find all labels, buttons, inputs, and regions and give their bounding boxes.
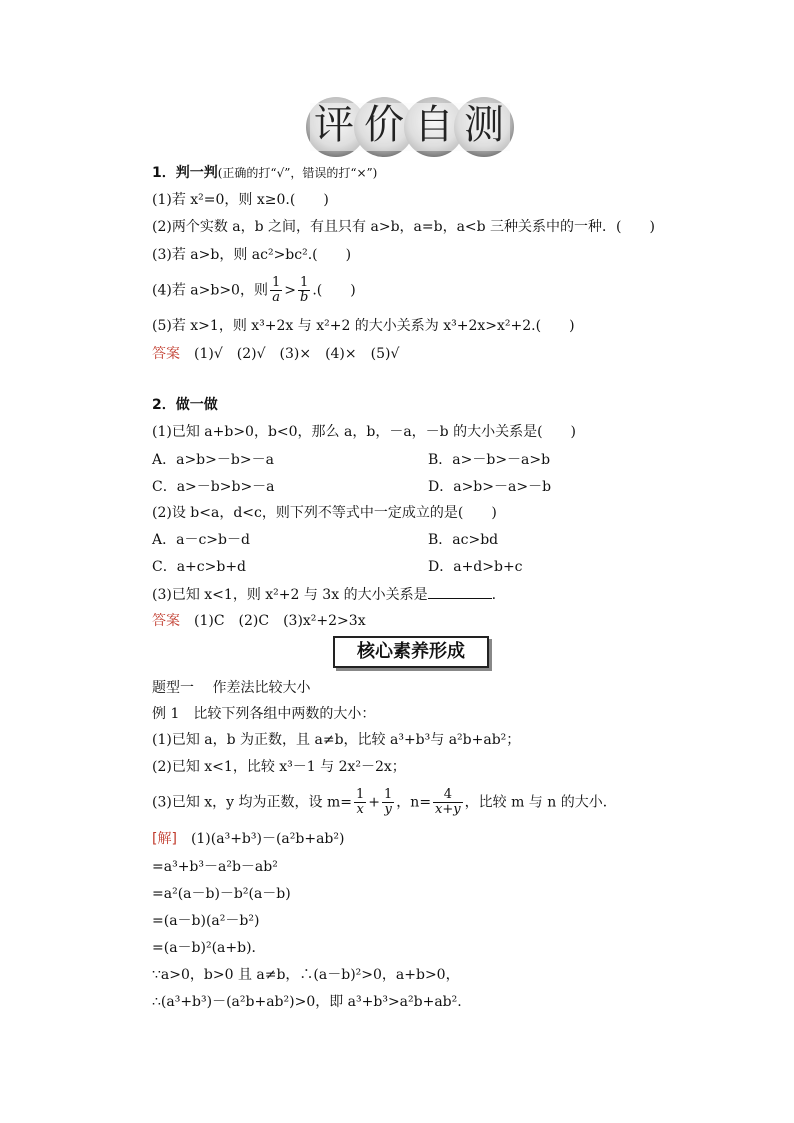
- p3-f2-num: 1: [384, 787, 393, 802]
- p3-f1-num: 1: [356, 787, 365, 802]
- banner-char-3: 自: [414, 102, 454, 148]
- s1-answer-text: (1)√ (2)√ (3)× (4)× (5)√: [194, 346, 400, 362]
- solution-line-4: =(a－b)(a²－b²): [152, 913, 260, 929]
- s2-q1-option-c: C．a>－b>b>－a: [152, 479, 275, 495]
- s1-answer: [152, 344, 399, 364]
- solution-step-1: (1)(a³+b³)－(a²b+ab²): [190, 831, 345, 847]
- s1-q4-frac1: [270, 276, 282, 305]
- p3-frac2: [382, 788, 394, 817]
- s1-title: [152, 163, 377, 183]
- solution-line-3: =a²(a－b)－b²(a－b): [152, 886, 291, 902]
- p3-post: ，比较 m 与 n 的大小．: [464, 794, 617, 811]
- banner-char-4: 测: [464, 102, 504, 148]
- p3-plus: +: [368, 794, 381, 811]
- s1-title-note: (正确的打“√”，错误的打“×”): [217, 166, 378, 180]
- s1-title-text: 1．判一判: [152, 165, 218, 181]
- p3-pre: (3)已知 x，y 均为正数，设 m=: [152, 794, 352, 811]
- s2-q3-post: .: [491, 587, 497, 603]
- s2-q2-option-c: C．a+c>b+d: [152, 559, 247, 575]
- solution-line-6: ∵a>0，b>0 且 a≠b，∴(a－b)²>0，a+b>0，: [152, 967, 460, 983]
- s1-q4-gt: >: [284, 282, 296, 299]
- s2-q1-option-a: A．a>b>－b>－a: [152, 452, 274, 468]
- solution-line-1: [152, 829, 344, 849]
- p3-f3-num: 4: [433, 788, 463, 803]
- s1-q2: (2)两个实数 a，b 之间，有且只有 a>b，a=b，a<b 三种关系中的一种．( ): [152, 219, 655, 235]
- example-part-2: (2)已知 x<1，比较 x³－1 与 2x²－2x；: [152, 759, 406, 775]
- s2-q1-option-d: D．a>b>－a>－b: [428, 479, 552, 495]
- s2-answer-label: 答案: [152, 613, 180, 629]
- s1-q4-num2: 1: [298, 276, 310, 291]
- s2-answer-text: (1)C (2)C (3)x²+2>3x: [194, 613, 366, 629]
- s2-q3: [152, 584, 496, 605]
- s2-q2-option-d: D．a+d>b+c: [428, 559, 523, 575]
- core-section-title: 核心素养形成: [333, 636, 489, 668]
- example-title: 例 1 比较下列各组中两数的大小：: [152, 706, 376, 722]
- example-part-1: (1)已知 a，b 为正数，且 a≠b，比较 a³+b³与 a²b+ab²；: [152, 732, 521, 748]
- p3-f2-den: y: [384, 802, 392, 817]
- s2-q3-text: (3)已知 x<1，则 x²+2 与 3x 的大小关系是: [152, 587, 428, 603]
- s2-q2-option-b: B．ac>bd: [428, 532, 499, 548]
- solution-line-2: =a³+b³－a²b－ab²: [152, 859, 278, 875]
- s1-q4-num1: 1: [271, 275, 281, 290]
- p3-f3-den: x+y: [435, 802, 461, 817]
- p3-f1-den: x: [356, 802, 364, 817]
- banner-char-2: 价: [364, 102, 404, 148]
- s1-q4-post: .( ): [312, 282, 356, 299]
- s2-q2-option-a: A．a－c>b－d: [152, 532, 250, 548]
- topic-heading: 题型一 作差法比较大小: [152, 680, 311, 696]
- s1-q1: (1)若 x²=0，则 x≥0.( ): [152, 192, 329, 208]
- banner-char-1: 评: [314, 102, 354, 148]
- p3-frac3: [433, 788, 463, 817]
- s1-q4-pre: (4)若 a>b>0，则: [152, 282, 268, 299]
- p3-frac1: [354, 788, 366, 817]
- s1-q3: (3)若 a>b，则 ac²>bc².( ): [152, 247, 352, 263]
- example-part-3: [152, 788, 617, 817]
- s2-title: 2．做一做: [152, 397, 218, 413]
- s1-q5: (5)若 x>1，则 x³+2x 与 x²+2 的大小关系为 x³+2x>x²+2.( ): [152, 318, 575, 334]
- s2-q1-option-b: B．a>－b>－a>b: [428, 452, 551, 468]
- p3-mid: ，n=: [396, 794, 432, 811]
- answer-blank: [428, 584, 492, 599]
- s1-q4-frac2: [298, 276, 310, 305]
- s2-q1: (1)已知 a+b>0，b<0，那么 a，b，－a，－b 的大小关系是( ): [152, 424, 576, 440]
- s1-q4-den2: b: [299, 290, 309, 305]
- s1-q4-den1: a: [272, 290, 280, 305]
- evaluation-banner: [300, 93, 522, 161]
- s2-answer: [152, 611, 366, 631]
- solution-label: [解]: [152, 831, 177, 847]
- s1-answer-label: 答案: [152, 346, 180, 362]
- solution-line-7: ∴(a³+b³)－(a²b+ab²)>0，即 a³+b³>a²b+ab².: [152, 994, 462, 1010]
- solution-line-5: =(a－b)²(a+b)．: [152, 940, 266, 956]
- s2-q2: (2)设 b<a，d<c，则下列不等式中一定成立的是( ): [152, 505, 497, 521]
- s1-q4: [152, 276, 356, 305]
